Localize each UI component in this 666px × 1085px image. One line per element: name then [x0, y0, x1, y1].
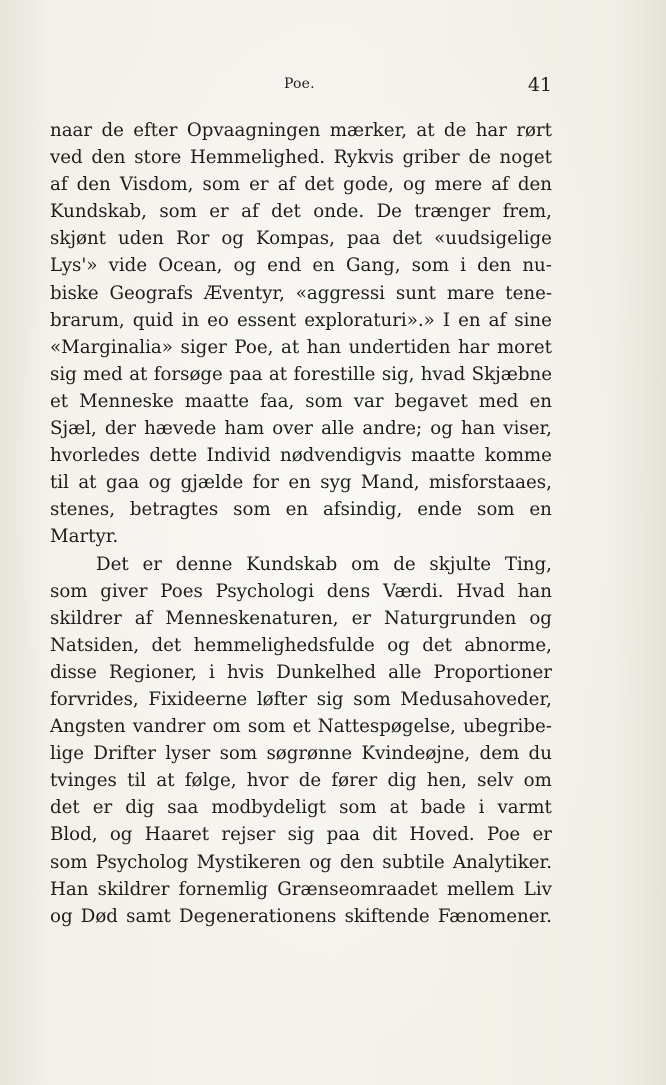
word: gode, — [343, 174, 394, 196]
word: gjælde — [180, 472, 244, 494]
word: den — [477, 255, 512, 277]
text-line — [50, 415, 552, 442]
word: Det — [96, 553, 129, 575]
word: med — [478, 390, 519, 412]
word: og — [233, 255, 257, 277]
word: Medusahoveder, — [400, 688, 552, 710]
word: at — [156, 770, 175, 792]
word: alle — [321, 418, 355, 440]
word: af — [241, 201, 259, 223]
word: efter — [133, 120, 178, 141]
word: gaa — [105, 472, 140, 494]
word: sig, — [381, 363, 415, 385]
word: rørt — [516, 120, 552, 141]
word: skildrer — [97, 878, 170, 900]
word: ham — [224, 418, 265, 440]
word: «aggressi — [295, 282, 385, 304]
word: exploraturi».» — [304, 309, 435, 331]
word: hen, — [426, 770, 467, 792]
word: hvorledes — [50, 445, 140, 467]
word: Gang, — [345, 255, 401, 277]
word: de — [101, 120, 124, 141]
word: at — [78, 472, 97, 494]
text-line — [50, 198, 552, 225]
word: faa, — [260, 390, 295, 412]
word: griber — [402, 147, 460, 169]
word: det — [392, 228, 423, 250]
word: trænger — [414, 201, 491, 223]
text-line — [50, 361, 552, 388]
word: de — [468, 147, 491, 169]
word: «uudsigelige — [434, 228, 552, 250]
word: du — [528, 743, 552, 765]
word: den — [91, 147, 126, 169]
word: Degenerationens — [179, 905, 337, 927]
word: af — [488, 309, 507, 331]
word: en — [529, 390, 552, 412]
text-line — [50, 334, 552, 361]
word: til — [50, 472, 69, 494]
running-title: Poe. — [284, 76, 315, 92]
word: store — [134, 147, 182, 169]
word: vide — [108, 255, 148, 277]
word: varmt — [497, 797, 552, 819]
word: den — [76, 174, 111, 196]
word: og — [529, 607, 552, 629]
word: undertiden — [348, 336, 451, 358]
text-line — [50, 469, 552, 496]
word: Liv — [523, 878, 552, 900]
text-line — [50, 144, 552, 171]
word: Psycholog — [95, 851, 189, 873]
word: modbydeligt — [211, 797, 327, 819]
text-line — [50, 117, 552, 144]
word: sig — [287, 824, 315, 846]
text-line — [50, 171, 552, 198]
word: de — [443, 120, 467, 141]
word: om — [523, 770, 552, 792]
word: Analytiker. — [452, 851, 552, 873]
word: Drifter — [93, 743, 156, 765]
word: det — [151, 634, 182, 656]
word: en — [285, 499, 309, 521]
word: hævede — [144, 418, 217, 440]
word: Menneskenaturen, — [165, 607, 339, 629]
word: mare — [446, 282, 495, 304]
word: Blod, — [50, 824, 98, 846]
word: Fixideerne — [148, 688, 248, 710]
word: paa — [346, 228, 381, 250]
word: som — [476, 499, 515, 521]
word: Ocean, — [158, 255, 223, 277]
word: uden — [118, 228, 164, 250]
word: og — [50, 905, 73, 927]
word: som — [305, 390, 343, 412]
word: om — [212, 716, 241, 738]
word: ved — [50, 147, 83, 169]
word: de — [298, 770, 322, 792]
word: er — [351, 607, 372, 629]
word: over — [272, 418, 313, 440]
word: i — [478, 797, 485, 819]
word: som — [339, 797, 377, 819]
word: Haaret — [144, 824, 210, 846]
word: som — [50, 851, 88, 873]
word: Æventyr, — [203, 282, 285, 304]
word: en — [458, 309, 481, 331]
word: skjønt — [50, 228, 106, 250]
word: med — [83, 363, 123, 385]
word: Kundskab — [246, 553, 338, 575]
word: er — [532, 824, 552, 846]
word: komme — [484, 445, 552, 467]
word: tvinges — [50, 770, 117, 792]
word: fører — [331, 770, 378, 792]
word: som — [202, 174, 241, 196]
word: er — [209, 201, 229, 223]
word: dig — [387, 770, 417, 792]
word: betragtes — [129, 499, 219, 521]
word: onde. — [313, 201, 365, 223]
word: hvis — [226, 661, 265, 683]
word: at — [416, 120, 435, 141]
word: sig — [316, 688, 344, 710]
word: af — [491, 174, 509, 196]
word: Natsiden, — [50, 634, 140, 656]
word: og — [109, 824, 133, 846]
word: til — [127, 770, 147, 792]
word: har — [475, 120, 507, 141]
word: forsøge — [153, 363, 223, 385]
word: lyser — [165, 743, 211, 765]
word: dem — [479, 743, 520, 765]
text-line — [50, 821, 552, 848]
word: bade — [420, 797, 466, 819]
text-line — [50, 903, 552, 930]
word: Opvaagningen — [186, 120, 321, 141]
word: brarum, — [50, 309, 125, 331]
word: Psychologi — [215, 580, 315, 602]
word: «Marginalia» — [50, 336, 173, 358]
word: syg — [320, 472, 352, 494]
word: Naturgrunden — [384, 607, 517, 629]
word: en — [288, 472, 311, 494]
word: han — [306, 336, 342, 358]
word: in — [181, 309, 200, 331]
word: Hvad — [456, 580, 505, 602]
word: essent — [236, 309, 297, 331]
word: at — [389, 797, 408, 819]
page-number: 41 — [527, 74, 552, 96]
word: det — [271, 201, 301, 223]
word: Dunkelhed — [276, 661, 376, 683]
text-line — [50, 605, 552, 632]
word: disse — [50, 661, 97, 683]
word: det — [422, 634, 452, 656]
word: mellem — [446, 878, 515, 900]
word: og — [148, 472, 172, 494]
word: andre; — [362, 418, 423, 440]
word: Menneske — [79, 390, 174, 412]
text-line — [50, 388, 552, 415]
word: om — [351, 553, 380, 575]
word: siger — [180, 336, 227, 358]
text-line — [50, 578, 552, 605]
word: sine — [514, 309, 552, 331]
text-line — [50, 307, 552, 334]
text-line — [50, 632, 552, 659]
word: Død — [80, 905, 118, 927]
word: en — [312, 255, 335, 277]
word: dette — [149, 445, 198, 467]
word: mærker, — [329, 120, 408, 141]
word: maatte — [184, 390, 250, 412]
word: hemmelighedsfulde — [193, 634, 375, 656]
word: saa — [167, 797, 199, 819]
word: er — [142, 553, 162, 575]
running-head — [48, 72, 552, 100]
word: Kvindeøjne, — [361, 743, 471, 765]
word: er — [92, 797, 113, 819]
word: sunt — [395, 282, 436, 304]
word: af — [50, 174, 68, 196]
word: eo — [207, 309, 229, 331]
word: nu- — [522, 255, 552, 277]
text-line — [50, 794, 552, 821]
word: og — [403, 174, 426, 196]
word: moret — [496, 336, 552, 358]
word: Poe — [486, 824, 521, 846]
word: tene- — [505, 282, 552, 304]
word: Hoved. — [409, 824, 475, 846]
word: at — [281, 336, 300, 358]
word: Fænomener. — [437, 905, 552, 927]
word: dens — [326, 580, 371, 602]
word: de — [393, 553, 416, 575]
word: af — [277, 174, 296, 196]
word: Individ — [206, 445, 271, 467]
text-line — [50, 740, 552, 767]
word: forvrides, — [50, 688, 139, 710]
word: naar — [50, 120, 93, 141]
word: subtile — [382, 851, 445, 873]
word: Martyr. — [50, 526, 119, 548]
word: løfter — [256, 688, 308, 710]
text-line — [50, 849, 552, 876]
text-line — [50, 659, 552, 686]
word: og — [221, 228, 244, 250]
word: dit — [372, 824, 398, 846]
text-line — [50, 442, 552, 469]
word: søgrønne — [266, 743, 353, 765]
word: og — [309, 851, 332, 873]
text-line — [50, 686, 552, 713]
word: mere — [434, 174, 483, 196]
word: skjulte — [429, 553, 492, 575]
body-text — [50, 117, 552, 930]
word: Lys'» — [50, 255, 98, 277]
word: nødvendigvis — [280, 445, 402, 467]
word: Grænseomraadet — [277, 878, 438, 900]
word: ende — [417, 499, 463, 521]
word: samt — [126, 905, 171, 927]
word: Mand, — [360, 472, 420, 494]
text-line — [50, 225, 552, 252]
word: som — [247, 716, 286, 738]
word: biske — [50, 282, 99, 304]
text-line — [50, 496, 552, 523]
word: frem, — [502, 201, 552, 223]
word: end — [267, 255, 302, 277]
word: Kompas, — [256, 228, 335, 250]
word: den — [339, 851, 374, 873]
word: at — [268, 363, 288, 385]
word: Regioner, — [109, 661, 197, 683]
word: Proportioner — [433, 661, 552, 683]
word: et — [50, 390, 69, 412]
word: Kundskab, — [50, 201, 147, 223]
word: Hemmelighed. — [189, 147, 325, 169]
word: Værdi. — [383, 580, 444, 602]
word: han — [517, 580, 552, 602]
word: var — [353, 390, 384, 412]
word: dig — [125, 797, 155, 819]
word: han — [460, 418, 496, 440]
word: som — [219, 743, 258, 765]
word: Ting, — [504, 553, 552, 575]
word: som — [233, 499, 271, 521]
word: et — [292, 716, 311, 738]
word: Mystikeren — [196, 851, 301, 873]
word: er — [249, 174, 269, 196]
word: maatte — [411, 445, 476, 467]
word: den — [517, 174, 552, 196]
word: hvad — [420, 363, 466, 385]
word: stenes, — [50, 499, 115, 521]
word: Angsten — [50, 716, 126, 738]
word: ubegribe- — [463, 716, 552, 738]
word: alle — [388, 661, 422, 683]
word: quid — [132, 309, 174, 331]
text-line — [50, 767, 552, 794]
word: i — [209, 661, 215, 683]
word: paa — [326, 824, 360, 846]
word: skildrer — [50, 607, 122, 629]
word: hvor — [246, 770, 289, 792]
word: Skjæbne — [471, 363, 552, 385]
text-line — [50, 280, 552, 307]
word: Nattespøgelse, — [317, 716, 456, 738]
word: har — [458, 336, 490, 358]
word: misforstaaes, — [428, 472, 552, 494]
word: forestille — [293, 363, 376, 385]
word: som — [353, 688, 391, 710]
word: det — [50, 797, 80, 819]
word: Han — [50, 878, 89, 900]
word: for — [252, 472, 279, 494]
word: selv — [477, 770, 514, 792]
word: der — [104, 418, 136, 440]
word: at — [129, 363, 148, 385]
word: Geografs — [109, 282, 193, 304]
word: skiftende — [344, 905, 430, 927]
word: som — [411, 255, 450, 277]
word: Ror — [175, 228, 210, 250]
text-line — [50, 523, 552, 550]
word: i — [460, 255, 467, 277]
word: af — [134, 607, 153, 629]
text-line — [50, 876, 552, 903]
word: begavet — [394, 390, 468, 412]
word: afsindig, — [322, 499, 403, 521]
text-line — [50, 713, 552, 740]
word: og — [387, 634, 410, 656]
word: en — [529, 499, 552, 521]
word: Rykvis — [333, 147, 394, 169]
word: lige — [50, 743, 85, 765]
word: som — [50, 580, 88, 602]
word: følge, — [184, 770, 237, 792]
text-line — [50, 551, 552, 578]
text-line — [50, 252, 552, 279]
word: viser, — [503, 418, 552, 440]
word: giver — [100, 580, 148, 602]
word: rejser — [221, 824, 276, 846]
word: De — [376, 201, 402, 223]
word: det — [304, 174, 335, 196]
word: paa — [229, 363, 263, 385]
word: Visdom, — [119, 174, 194, 196]
word: I — [442, 309, 451, 331]
word: denne — [175, 553, 233, 575]
word: Poe, — [234, 336, 274, 358]
word: abnorme, — [464, 634, 552, 656]
word: og — [430, 418, 453, 440]
word: noget — [499, 147, 552, 169]
word: som — [159, 201, 197, 223]
word: fornemlig — [178, 878, 269, 900]
word: Sjæl, — [50, 418, 97, 440]
word: vandrer — [132, 716, 206, 738]
word: sig — [50, 363, 77, 385]
word: Poes — [160, 580, 203, 602]
